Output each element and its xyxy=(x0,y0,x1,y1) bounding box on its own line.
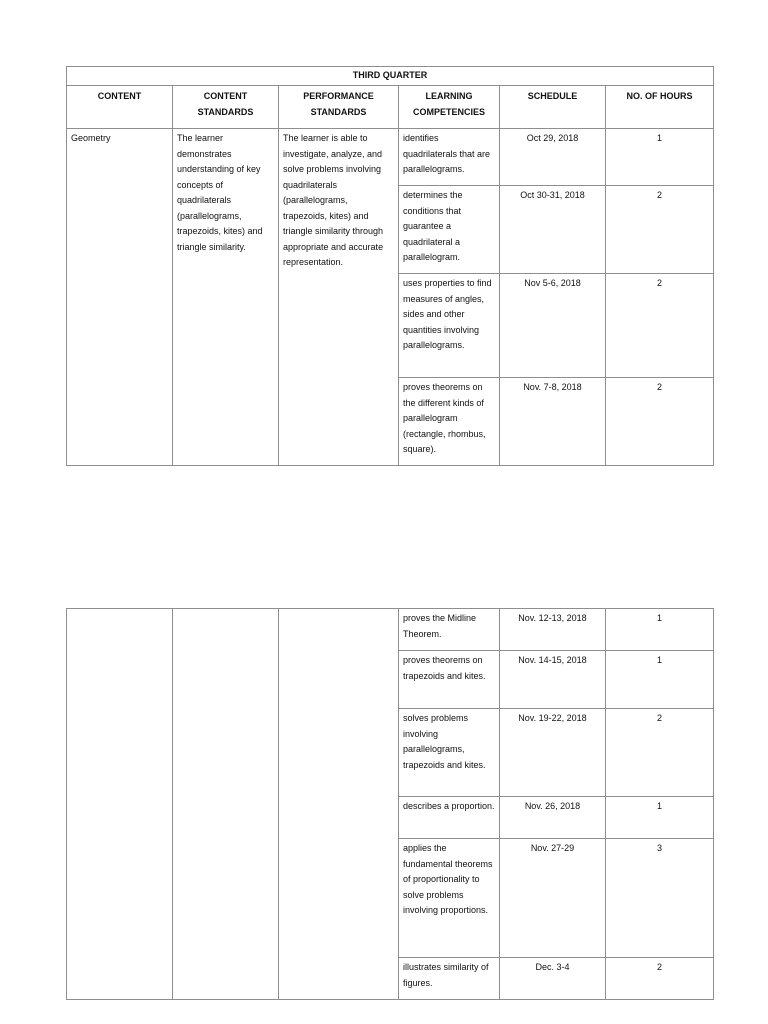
competency-cell: describes a proportion. xyxy=(399,797,500,839)
header-hours: NO. OF HOURS xyxy=(606,86,714,129)
header-content-standards: CONTENT STANDARDS xyxy=(173,86,279,129)
hours-cell: 2 xyxy=(606,186,714,274)
header-performance-standards: PERFORMANCE STANDARDS xyxy=(279,86,399,129)
performance-standard-cell: The learner is able to investigate, analyze, and solve problems involving quadrilaterals (parallelograms, trapezoids, kites) and triangle similarity through appropriate and accurate representation. xyxy=(279,129,399,466)
curriculum-table-top xyxy=(66,66,714,466)
competency-cell: proves the Midline Theorem. xyxy=(399,609,500,651)
schedule-cell: Nov. 12-13, 2018 xyxy=(500,609,606,651)
content-cell-empty xyxy=(67,609,173,1000)
competency-cell: proves theorems on trapezoids and kites. xyxy=(399,651,500,709)
curriculum-table-bottom xyxy=(66,608,714,1000)
hours-cell: 1 xyxy=(606,129,714,186)
schedule-cell: Oct 29, 2018 xyxy=(500,129,606,186)
header-schedule: SCHEDULE xyxy=(500,86,606,129)
schedule-cell: Dec. 3-4 xyxy=(500,958,606,1000)
quarter-title: THIRD QUARTER xyxy=(67,67,714,86)
competency-cell: solves problems involving parallelograms, trapezoids and kites. xyxy=(399,709,500,797)
table-row xyxy=(67,609,714,651)
schedule-cell: Nov. 14-15, 2018 xyxy=(500,651,606,709)
hours-cell: 1 xyxy=(606,651,714,709)
competency-cell: determines the conditions that guarantee a quadrilateral a parallelogram. xyxy=(399,186,500,274)
competency-cell: identifies quadrilaterals that are parallelograms. xyxy=(399,129,500,186)
competency-cell: uses properties to find measures of angles, sides and other quantities involving parallelograms. xyxy=(399,274,500,378)
table-row xyxy=(67,129,714,186)
content-standard-cell: The learner demonstrates understanding of key concepts of quadrilaterals (parallelograms, trapezoids, kites) and triangle similarity. xyxy=(173,129,279,466)
hours-cell: 2 xyxy=(606,709,714,797)
hours-cell: 1 xyxy=(606,797,714,839)
hours-cell: 2 xyxy=(606,378,714,466)
schedule-cell: Nov. 7-8, 2018 xyxy=(500,378,606,466)
schedule-cell: Oct 30-31, 2018 xyxy=(500,186,606,274)
schedule-cell: Nov. 19-22, 2018 xyxy=(500,709,606,797)
performance-standard-cell-empty xyxy=(279,609,399,1000)
schedule-cell: Nov 5-6, 2018 xyxy=(500,274,606,378)
hours-cell: 2 xyxy=(606,274,714,378)
content-standard-cell-empty xyxy=(173,609,279,1000)
header-learning-competencies: LEARNING COMPETENCIES xyxy=(399,86,500,129)
hours-cell: 1 xyxy=(606,609,714,651)
schedule-cell: Nov. 26, 2018 xyxy=(500,797,606,839)
hours-cell: 2 xyxy=(606,958,714,1000)
competency-cell: applies the fundamental theorems of proportionality to solve problems involving proportions. xyxy=(399,839,500,958)
schedule-cell: Nov. 27-29 xyxy=(500,839,606,958)
competency-cell: illustrates similarity of figures. xyxy=(399,958,500,1000)
header-content: CONTENT xyxy=(67,86,173,129)
hours-cell: 3 xyxy=(606,839,714,958)
competency-cell: proves theorems on the different kinds of parallelogram (rectangle, rhombus, square). xyxy=(399,378,500,466)
content-cell: Geometry xyxy=(67,129,173,466)
